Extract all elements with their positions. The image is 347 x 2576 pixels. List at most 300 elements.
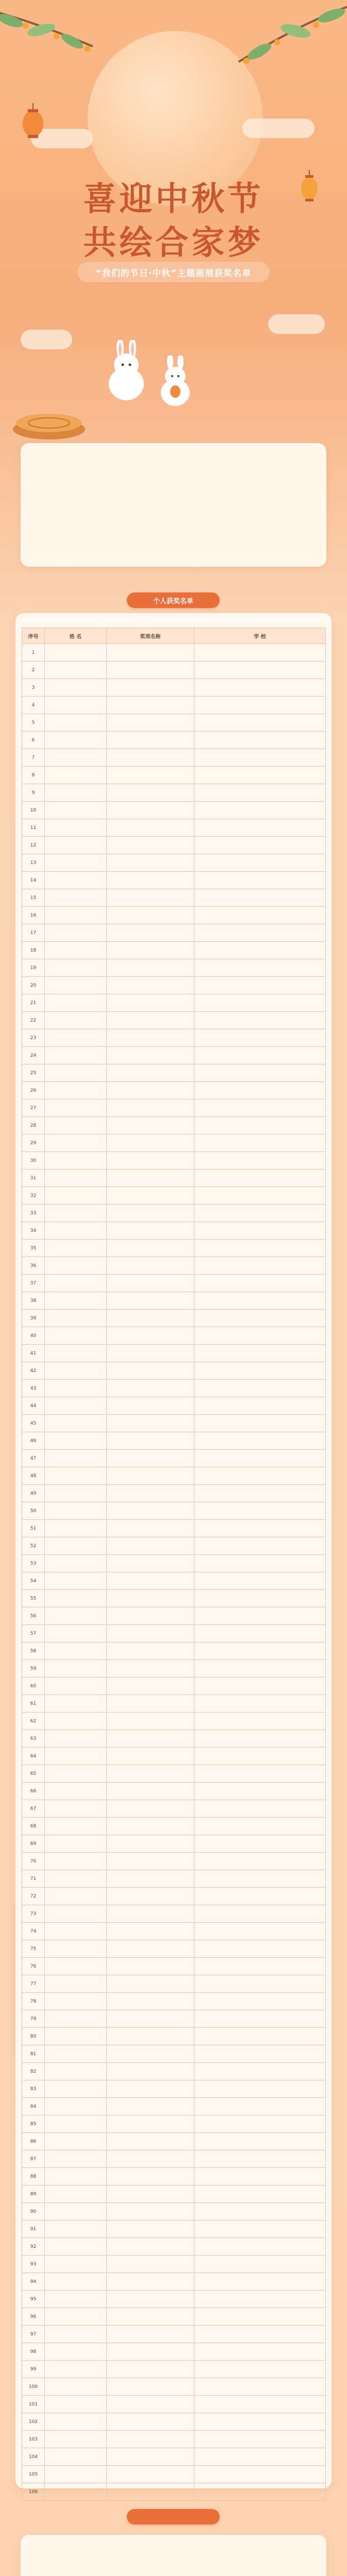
table-row — [22, 1958, 326, 1975]
cell-school — [194, 959, 326, 977]
cell-name — [45, 819, 107, 837]
cell-school — [194, 1975, 326, 1993]
cell-award — [107, 872, 194, 889]
cell-award — [107, 1432, 194, 1450]
table-row — [22, 2378, 326, 2396]
cell-no: 57 — [22, 1625, 45, 1642]
cell-no: 95 — [22, 2291, 45, 2308]
cell-award — [107, 2221, 194, 2238]
cell-name — [45, 1064, 107, 1082]
cell-no: 79 — [22, 2010, 45, 2028]
cell-award — [107, 1625, 194, 1642]
cell-no: 92 — [22, 2238, 45, 2256]
cell-no: 61 — [22, 1695, 45, 1713]
cell-award — [107, 1257, 194, 1275]
cell-school — [194, 2221, 326, 2238]
cell-no: 73 — [22, 1905, 45, 1923]
cell-award — [107, 1730, 194, 1748]
cell-school — [194, 2361, 326, 2378]
cell-no: 37 — [22, 1275, 45, 1292]
cell-no: 18 — [22, 942, 45, 959]
cell-school — [194, 1905, 326, 1923]
table-row — [22, 697, 326, 714]
cell-school — [194, 1537, 326, 1555]
cell-school — [194, 2010, 326, 2028]
cell-no: 81 — [22, 2045, 45, 2063]
cell-name — [45, 1713, 107, 1730]
cell-name — [45, 2431, 107, 2448]
cell-name — [45, 1748, 107, 1765]
table-row — [22, 1275, 326, 1292]
table-row — [22, 1870, 326, 1888]
cell-name — [45, 1835, 107, 1853]
cell-school — [194, 1940, 326, 1958]
header-name: 姓 名 — [45, 628, 107, 644]
table-row — [22, 1677, 326, 1695]
cell-school — [194, 2326, 326, 2343]
cell-school — [194, 1170, 326, 1187]
cell-school — [194, 1432, 326, 1450]
cell-name — [45, 977, 107, 994]
cell-no: 63 — [22, 1730, 45, 1748]
cell-school — [194, 1730, 326, 1748]
cell-school — [194, 784, 326, 802]
cell-name — [45, 2133, 107, 2150]
cell-school — [194, 1152, 326, 1170]
table-row — [22, 1590, 326, 1607]
cell-award — [107, 1923, 194, 1940]
table-header-row — [22, 628, 326, 644]
cell-school — [194, 1117, 326, 1134]
cell-school — [194, 767, 326, 784]
cell-name — [45, 2483, 107, 2501]
cell-name — [45, 2361, 107, 2378]
cell-award — [107, 819, 194, 837]
cell-school — [194, 1748, 326, 1765]
cell-award — [107, 802, 194, 819]
cell-no: 55 — [22, 1590, 45, 1607]
cell-school — [194, 1835, 326, 1853]
cell-name — [45, 2466, 107, 2483]
cell-name — [45, 714, 107, 732]
table-row — [22, 1607, 326, 1625]
cell-no: 16 — [22, 907, 45, 924]
cell-award — [107, 1660, 194, 1677]
cell-no: 31 — [22, 1170, 45, 1187]
cell-no: 20 — [22, 977, 45, 994]
cell-school — [194, 1310, 326, 1327]
cell-no: 104 — [22, 2448, 45, 2466]
cell-no: 3 — [22, 679, 45, 697]
cell-no: 9 — [22, 784, 45, 802]
cell-name — [45, 1432, 107, 1450]
cell-school — [194, 1870, 326, 1888]
cell-name — [45, 994, 107, 1012]
cell-name — [45, 1205, 107, 1222]
cell-award — [107, 2343, 194, 2361]
table-row — [22, 1064, 326, 1082]
cell-name — [45, 872, 107, 889]
cell-award — [107, 1152, 194, 1170]
cell-school — [194, 644, 326, 662]
table-row — [22, 2098, 326, 2115]
cell-school — [194, 679, 326, 697]
cell-school — [194, 1029, 326, 1047]
table-row — [22, 1993, 326, 2010]
cell-name — [45, 1923, 107, 1940]
cell-name — [45, 1625, 107, 1642]
cell-no: 25 — [22, 1064, 45, 1082]
cell-award — [107, 2045, 194, 2063]
cell-no: 50 — [22, 1502, 45, 1520]
cell-name — [45, 1993, 107, 2010]
cell-name — [45, 2010, 107, 2028]
table-row — [22, 714, 326, 732]
cell-no: 35 — [22, 1240, 45, 1257]
cell-award — [107, 1555, 194, 1572]
table-row — [22, 1415, 326, 1432]
cell-name — [45, 2413, 107, 2431]
table-row — [22, 2413, 326, 2431]
cell-no: 22 — [22, 1012, 45, 1029]
cell-name — [45, 1345, 107, 1362]
table-row — [22, 679, 326, 697]
cell-award — [107, 1713, 194, 1730]
cell-award — [107, 1800, 194, 1818]
cell-school — [194, 749, 326, 767]
cell-award — [107, 2063, 194, 2080]
cell-name — [45, 2045, 107, 2063]
cell-name — [45, 1765, 107, 1783]
cell-name — [45, 697, 107, 714]
table-row — [22, 1117, 326, 1134]
cell-no: 17 — [22, 924, 45, 942]
table-row — [22, 2168, 326, 2185]
cell-no: 78 — [22, 1993, 45, 2010]
cell-school — [194, 714, 326, 732]
cell-no: 67 — [22, 1800, 45, 1818]
cell-no: 4 — [22, 697, 45, 714]
cell-no: 45 — [22, 1415, 45, 1432]
cell-no: 42 — [22, 1362, 45, 1380]
cell-name — [45, 2273, 107, 2291]
cell-school — [194, 2343, 326, 2361]
table-row — [22, 889, 326, 907]
cell-name — [45, 1677, 107, 1695]
cell-name — [45, 1940, 107, 1958]
cell-no: 88 — [22, 2168, 45, 2185]
cell-school — [194, 1240, 326, 1257]
cell-no: 102 — [22, 2413, 45, 2431]
cell-award — [107, 1748, 194, 1765]
cell-name — [45, 1099, 107, 1117]
table-row — [22, 732, 326, 749]
cell-no: 29 — [22, 1134, 45, 1152]
cell-no: 13 — [22, 854, 45, 872]
cell-name — [45, 1730, 107, 1748]
table-row — [22, 2185, 326, 2203]
cell-no: 24 — [22, 1047, 45, 1064]
cell-award — [107, 1835, 194, 1853]
cell-award — [107, 1275, 194, 1292]
table-row — [22, 819, 326, 837]
table-row — [22, 1467, 326, 1485]
cell-name — [45, 2168, 107, 2185]
cell-no: 87 — [22, 2150, 45, 2168]
table-row — [22, 1380, 326, 1397]
cell-school — [194, 1642, 326, 1660]
cell-name — [45, 1310, 107, 1327]
cell-school — [194, 662, 326, 679]
cell-name — [45, 1537, 107, 1555]
cell-school — [194, 1362, 326, 1380]
cell-school — [194, 1327, 326, 1345]
cell-award — [107, 644, 194, 662]
cloud-icon — [268, 314, 325, 334]
cell-school — [194, 2448, 326, 2466]
cell-school — [194, 1292, 326, 1310]
table-row — [22, 1152, 326, 1170]
cell-school — [194, 1397, 326, 1415]
cell-name — [45, 1888, 107, 1905]
cell-award — [107, 1450, 194, 1467]
cell-name — [45, 1590, 107, 1607]
cell-school — [194, 1607, 326, 1625]
cell-no: 2 — [22, 662, 45, 679]
cell-no: 59 — [22, 1660, 45, 1677]
cloud-icon — [242, 118, 315, 138]
cell-name — [45, 2080, 107, 2098]
cell-name — [45, 2343, 107, 2361]
cell-award — [107, 2185, 194, 2203]
cell-school — [194, 2063, 326, 2080]
cell-name — [45, 924, 107, 942]
table-row — [22, 1888, 326, 1905]
cell-award — [107, 1310, 194, 1327]
cell-school — [194, 2028, 326, 2045]
cell-no: 90 — [22, 2203, 45, 2221]
cell-no: 23 — [22, 1029, 45, 1047]
cell-award — [107, 1765, 194, 1783]
cell-award — [107, 1240, 194, 1257]
cell-award — [107, 1642, 194, 1660]
table-row — [22, 1397, 326, 1415]
table-row — [22, 2448, 326, 2466]
cell-no: 38 — [22, 1292, 45, 1310]
cell-no: 7 — [22, 749, 45, 767]
cell-school — [194, 1187, 326, 1205]
cell-award — [107, 2028, 194, 2045]
cell-name — [45, 1485, 107, 1502]
cell-school — [194, 802, 326, 819]
cell-name — [45, 1012, 107, 1029]
cell-no: 34 — [22, 1222, 45, 1240]
cell-no: 26 — [22, 1082, 45, 1099]
cell-name — [45, 2396, 107, 2413]
cell-school — [194, 2431, 326, 2448]
header-school: 学 校 — [194, 628, 326, 644]
cell-school — [194, 697, 326, 714]
cell-award — [107, 1677, 194, 1695]
table-row — [22, 2256, 326, 2273]
cell-award — [107, 2291, 194, 2308]
cell-award — [107, 732, 194, 749]
cell-award — [107, 767, 194, 784]
table-row — [22, 2045, 326, 2063]
cell-school — [194, 1660, 326, 1677]
cell-award — [107, 2413, 194, 2431]
cell-school — [194, 2291, 326, 2308]
cell-name — [45, 2221, 107, 2238]
cell-name — [45, 1450, 107, 1467]
section-tag-org — [127, 2509, 220, 2524]
cell-no: 12 — [22, 837, 45, 854]
lantern-icon — [21, 103, 45, 144]
table-row — [22, 1310, 326, 1327]
table-row — [22, 2291, 326, 2308]
cell-award — [107, 749, 194, 767]
cell-award — [107, 907, 194, 924]
cell-no: 21 — [22, 994, 45, 1012]
table-row — [22, 1853, 326, 1870]
cell-school — [194, 2483, 326, 2501]
table-row — [22, 2063, 326, 2080]
cell-no: 32 — [22, 1187, 45, 1205]
cell-school — [194, 2150, 326, 2168]
cell-name — [45, 1327, 107, 1345]
cell-school — [194, 1993, 326, 2010]
cell-no: 97 — [22, 2326, 45, 2343]
cell-name — [45, 1853, 107, 1870]
cell-no: 68 — [22, 1818, 45, 1835]
cell-school — [194, 994, 326, 1012]
cell-school — [194, 732, 326, 749]
table-row — [22, 1432, 326, 1450]
cell-no: 58 — [22, 1642, 45, 1660]
cell-name — [45, 749, 107, 767]
cell-name — [45, 1275, 107, 1292]
cell-school — [194, 2045, 326, 2063]
table-row — [22, 2361, 326, 2378]
table-row — [22, 1170, 326, 1187]
poster-subtitle: “我们的节日·中秋”主题画展获奖名单 — [77, 262, 270, 282]
cell-no: 53 — [22, 1555, 45, 1572]
table-body — [22, 644, 326, 2501]
cell-no: 82 — [22, 2063, 45, 2080]
cell-name — [45, 2185, 107, 2203]
table-row — [22, 1642, 326, 1660]
cell-name — [45, 662, 107, 679]
cell-name — [45, 1800, 107, 1818]
table-row — [22, 1940, 326, 1958]
cell-name — [45, 2098, 107, 2115]
cell-award — [107, 1327, 194, 1345]
cell-award — [107, 1222, 194, 1240]
cell-name — [45, 732, 107, 749]
cell-name — [45, 2448, 107, 2466]
cell-school — [194, 2378, 326, 2396]
table-row — [22, 1345, 326, 1362]
cell-award — [107, 1590, 194, 1607]
winners-table-card — [15, 613, 332, 2495]
cell-award — [107, 1783, 194, 1800]
table-row — [22, 1222, 326, 1240]
cell-school — [194, 1205, 326, 1222]
table-row — [22, 1257, 326, 1275]
cell-name — [45, 1642, 107, 1660]
cell-award — [107, 2483, 194, 2501]
table-row — [22, 837, 326, 854]
table-row — [22, 994, 326, 1012]
cell-school — [194, 1555, 326, 1572]
table-row — [22, 2203, 326, 2221]
table-row — [22, 2115, 326, 2133]
cell-award — [107, 977, 194, 994]
cell-no: 80 — [22, 2028, 45, 2045]
cell-no: 46 — [22, 1432, 45, 1450]
cell-award — [107, 2396, 194, 2413]
table-row — [22, 2431, 326, 2448]
cell-school — [194, 2238, 326, 2256]
cell-name — [45, 1520, 107, 1537]
cell-award — [107, 2361, 194, 2378]
cell-award — [107, 994, 194, 1012]
table-row — [22, 1134, 326, 1152]
cell-name — [45, 1607, 107, 1625]
table-row — [22, 1520, 326, 1537]
cell-no: 14 — [22, 872, 45, 889]
rabbit-icon — [155, 355, 196, 407]
cell-award — [107, 1975, 194, 1993]
header-award: 奖项名称 — [107, 628, 194, 644]
table-row — [22, 1450, 326, 1467]
table-row — [22, 1187, 326, 1205]
cell-no: 65 — [22, 1765, 45, 1783]
cell-name — [45, 942, 107, 959]
table-row — [22, 2133, 326, 2150]
table-row — [22, 1502, 326, 1520]
mooncake-icon — [10, 404, 88, 440]
cell-name — [45, 679, 107, 697]
cell-no: 96 — [22, 2308, 45, 2326]
table-row — [22, 1835, 326, 1853]
cell-name — [45, 2291, 107, 2308]
cell-award — [107, 1047, 194, 1064]
cell-no: 44 — [22, 1397, 45, 1415]
table-row — [22, 977, 326, 994]
cell-school — [194, 819, 326, 837]
cell-no: 72 — [22, 1888, 45, 1905]
table-row — [22, 1975, 326, 1993]
table-row — [22, 749, 326, 767]
cell-award — [107, 1380, 194, 1397]
table-row — [22, 802, 326, 819]
cell-school — [194, 854, 326, 872]
cell-name — [45, 1380, 107, 1397]
cell-award — [107, 1958, 194, 1975]
cell-no: 70 — [22, 1853, 45, 1870]
cell-name — [45, 2326, 107, 2343]
cell-name — [45, 2238, 107, 2256]
table-row — [22, 1485, 326, 1502]
poster-title-line1: 喜迎中秋节 — [83, 180, 264, 218]
cell-no: 74 — [22, 1923, 45, 1940]
cell-no: 99 — [22, 2361, 45, 2378]
cell-award — [107, 1467, 194, 1485]
cell-name — [45, 1555, 107, 1572]
cell-school — [194, 1467, 326, 1485]
cell-award — [107, 1415, 194, 1432]
